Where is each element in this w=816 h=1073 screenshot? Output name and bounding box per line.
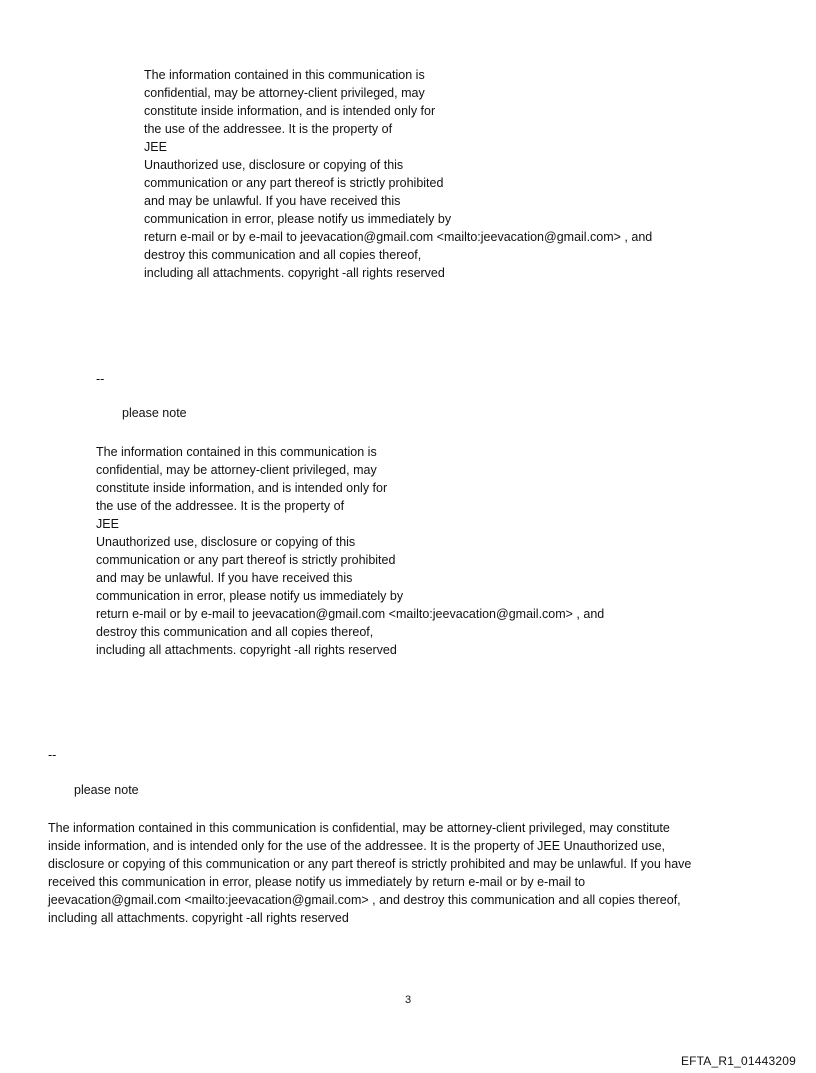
text-line: return e-mail or by e-mail to jeevacation@gmail.com <mailto:jeevacation@gmail.com> , and bbox=[96, 607, 605, 621]
text-line: Unauthorized use, disclosure or copying of this bbox=[144, 158, 404, 172]
text-line: including all attachments. copyright -all rights reserved bbox=[144, 266, 445, 280]
please-note-label: please note bbox=[74, 783, 139, 797]
text-line: constitute inside information, and is intended only for bbox=[144, 104, 436, 118]
text-line: JEE bbox=[144, 140, 167, 154]
text-line: communication in error, please notify us immediately by bbox=[144, 212, 452, 226]
text-line: communication in error, please notify us immediately by bbox=[96, 589, 404, 603]
text-line: Unauthorized use, disclosure or copying of this bbox=[96, 535, 356, 549]
text-line: the use of the addressee. It is the property of bbox=[96, 499, 345, 513]
text-line: including all attachments. copyright -all rights reserved bbox=[48, 911, 349, 925]
text-line: including all attachments. copyright -all rights reserved bbox=[96, 643, 397, 657]
text-line: destroy this communication and all copies thereof, bbox=[96, 625, 374, 639]
text-line: inside information, and is intended only for the use of the addressee. It is the property of JEE Unauthorized use, bbox=[48, 839, 666, 853]
text-line: confidential, may be attorney-client privileged, may bbox=[144, 86, 425, 100]
text-line: JEE bbox=[96, 517, 119, 531]
signature-separator: -- bbox=[96, 372, 105, 386]
page-number: 3 bbox=[404, 994, 412, 1006]
text-line: jeevacation@gmail.com <mailto:jeevacation@gmail.com> , and destroy this communication and all copies thereof, bbox=[48, 893, 681, 907]
text-line: received this communication in error, please notify us immediately by return e-mail or by e-mail to bbox=[48, 875, 586, 889]
text-line: The information contained in this communication is confidential, may be attorney-client privileged, may constitute bbox=[48, 821, 670, 835]
text-line: disclosure or copying of this communication or any part thereof is strictly prohibited and may be unlawful. If you have bbox=[48, 857, 692, 871]
text-line: and may be unlawful. If you have received this bbox=[144, 194, 401, 208]
text-line: communication or any part thereof is strictly prohibited bbox=[144, 176, 444, 190]
text-line: constitute inside information, and is intended only for bbox=[96, 481, 388, 495]
disclaimer-block-2 bbox=[96, 443, 604, 659]
text-line: confidential, may be attorney-client privileged, may bbox=[96, 463, 377, 477]
text-line: destroy this communication and all copies thereof, bbox=[144, 248, 422, 262]
text-line: and may be unlawful. If you have received this bbox=[96, 571, 353, 585]
please-note-label: please note bbox=[122, 406, 187, 420]
text-line: The information contained in this communication is bbox=[144, 68, 425, 82]
text-line: the use of the addressee. It is the property of bbox=[144, 122, 393, 136]
text-line: communication or any part thereof is strictly prohibited bbox=[96, 553, 396, 567]
disclaimer-block-3 bbox=[48, 819, 691, 927]
document-id: EFTA_R1_01443209 bbox=[680, 1054, 796, 1068]
signature-separator: -- bbox=[48, 748, 57, 762]
text-line: return e-mail or by e-mail to jeevacation@gmail.com <mailto:jeevacation@gmail.com> , and bbox=[144, 230, 653, 244]
text-line: The information contained in this communication is bbox=[96, 445, 377, 459]
disclaimer-block-1 bbox=[144, 66, 652, 282]
